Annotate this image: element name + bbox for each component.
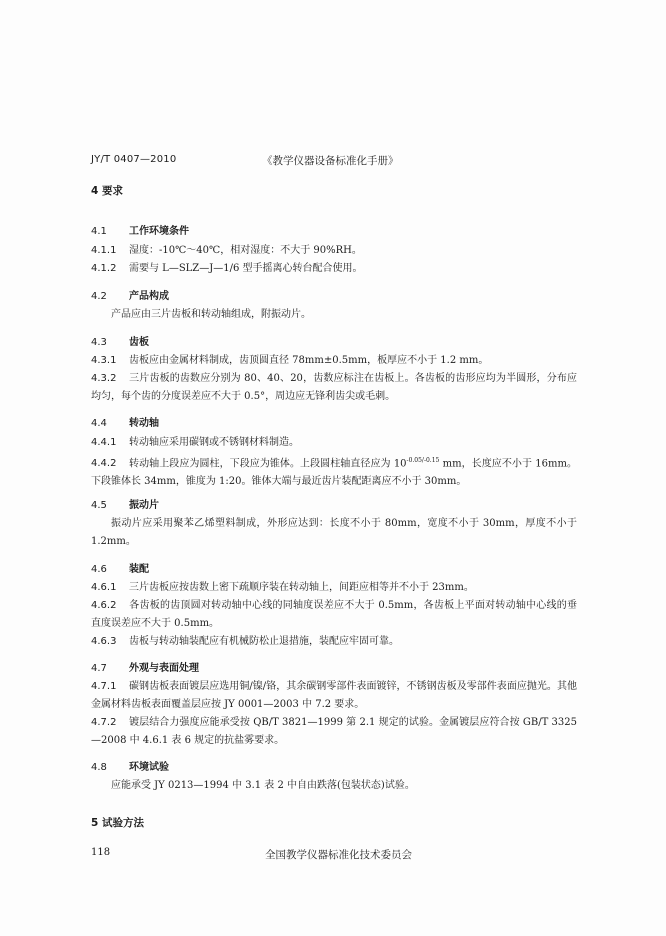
section-title: 产品构成 (129, 291, 169, 302)
section-number: 4.8 (91, 762, 107, 773)
clause-4-1-2 (91, 260, 577, 278)
clause-number: 4.6.1 (91, 582, 117, 593)
section-4-6-heading (91, 560, 149, 575)
clause-4-6-3 (91, 633, 577, 651)
section-4-8-heading (91, 758, 169, 773)
clause-4-1-1 (91, 242, 577, 260)
section-4-5-text: 振动片应采用聚苯乙烯塑料制成，外形应达到：长度不小于 80mm，宽度不小于 30mm，厚度不小于 1.2mm。 (91, 518, 577, 547)
clause-text: 齿板应由金属材料制成，齿顶圆直径 78mm±0.5mm，板厚应不小于 1.2 mm。 (129, 355, 489, 366)
clause-number: 4.7.2 (91, 717, 117, 728)
clause-number: 4.1.2 (91, 263, 117, 274)
clause-4-6-1 (91, 579, 577, 597)
tolerance-superscript: -0.05/-0.15 (406, 457, 440, 464)
section-4-4-heading (91, 414, 159, 429)
section-4-2-text: 产品应由三片齿板和转动轴组成，附振动片。 (111, 309, 311, 320)
clause-number: 4.6.3 (91, 636, 117, 647)
section-number: 4.6 (91, 564, 107, 575)
section-number: 4.1 (91, 226, 107, 237)
clause-4-6-2 (91, 597, 577, 633)
section-number: 4.5 (91, 500, 107, 511)
clause-number: 4.4.1 (91, 437, 117, 448)
section-title: 外观与表面处理 (129, 663, 199, 674)
clause-4-7-1 (91, 678, 577, 714)
section-title: 振动片 (129, 500, 159, 511)
section-5-heading: 5 试验方法 (91, 817, 144, 829)
clause-text: 镀层结合力强度应能承受按 QB/T 3821—1999 第 2.1 规定的试验。金属镀层应符合按 GB/T 3325—2008 中 4.6.1 表 6 规定的抗盐雾要求。 (91, 717, 577, 746)
standard-number: JY/T 0407—2010 (91, 154, 177, 165)
section-number: 4.2 (91, 291, 107, 302)
clause-text: 各齿板的齿顶圆对转动轴中心线的同轴度误差应不大于 0.5mm，各齿板上平面对转动轴中心线的垂直度误差应不大于 0.5mm。 (91, 600, 577, 629)
section-4-8-text: 应能承受 JY 0213—1994 中 3.1 表 2 中自由跌落(包装状态)试验。 (111, 780, 415, 791)
section-4-heading: 4 要求 (91, 185, 123, 197)
section-4-2-heading (91, 287, 169, 302)
clause-text: 齿板与转动轴装配应有机械防松止退措施，装配应牢固可靠。 (129, 636, 399, 647)
clause-4-3-2 (91, 370, 577, 406)
section-4-7-heading (91, 659, 199, 674)
clause-4-7-2 (91, 714, 577, 750)
section-title: 环境试验 (129, 762, 169, 773)
clause-number: 4.3.2 (91, 373, 117, 384)
clause-text: 需要与 L—SLZ—J—1/6 型手摇离心转台配合使用。 (129, 263, 363, 274)
clause-number: 4.7.1 (91, 681, 117, 692)
section-number: 4.4 (91, 418, 107, 429)
section-title: 装配 (129, 564, 149, 575)
clause-text: 碳钢齿板表面镀层应选用铜/镍/铬，其余碳钢零部件表面镀锌，不锈钢齿板及零部件表面应抛光。其他金属材料齿板表面覆盖层应按 JY 0001—2003 中 7.2 要求。 (91, 681, 577, 710)
clause-number: 4.1.1 (91, 245, 117, 256)
section-title: 齿板 (129, 337, 149, 348)
clause-number: 4.4.2 (91, 458, 117, 470)
section-number: 4.3 (91, 337, 107, 348)
clause-text: 三片齿板应按齿数上密下疏顺序装在转动轴上，间距应相等并不小于 23mm。 (129, 582, 474, 593)
clause-text: 湿度：-10℃～40℃，相对湿度：不大于 90%RH。 (129, 245, 362, 256)
committee-name: 全国教学仪器标准化技术委员会 (265, 849, 412, 861)
book-title: 《教学仪器设备标准化手册》 (262, 155, 399, 167)
section-4-3-heading (91, 333, 149, 348)
clause-text: 转动轴应采用碳钢或不锈钢材料制造。 (129, 437, 299, 448)
clause-number: 4.3.1 (91, 355, 117, 366)
clause-text-a: 转动轴上段应为圆柱，下段应为锥体。上段圆柱轴直径应为 10 (129, 458, 407, 470)
clause-text: 三片齿板的齿数应分别为 80、40、20，齿数应标注在齿板上。各齿板的齿形应均为半圆形，分布应均匀，每个齿的分度误差应不大于 0.5°，周边应无锋利齿尖或毛刺。 (91, 373, 577, 402)
section-4-1-heading (91, 222, 189, 237)
section-title: 工作环境条件 (129, 226, 189, 237)
section-title: 转动轴 (129, 418, 159, 429)
page-number: 118 (91, 847, 111, 858)
clause-4-4-2 (91, 452, 577, 491)
section-4-5-heading (91, 496, 159, 511)
clause-text-b: mm，长度应不小于 16mm。下段锥体长 34mm，锥度为 1:20。锥体大端与最近齿片装配距离应不小于 30mm。 (91, 458, 577, 488)
clause-4-4-1 (91, 434, 577, 452)
clause-4-3-1 (91, 352, 577, 370)
clause-number: 4.6.2 (91, 600, 117, 611)
section-number: 4.7 (91, 663, 107, 674)
